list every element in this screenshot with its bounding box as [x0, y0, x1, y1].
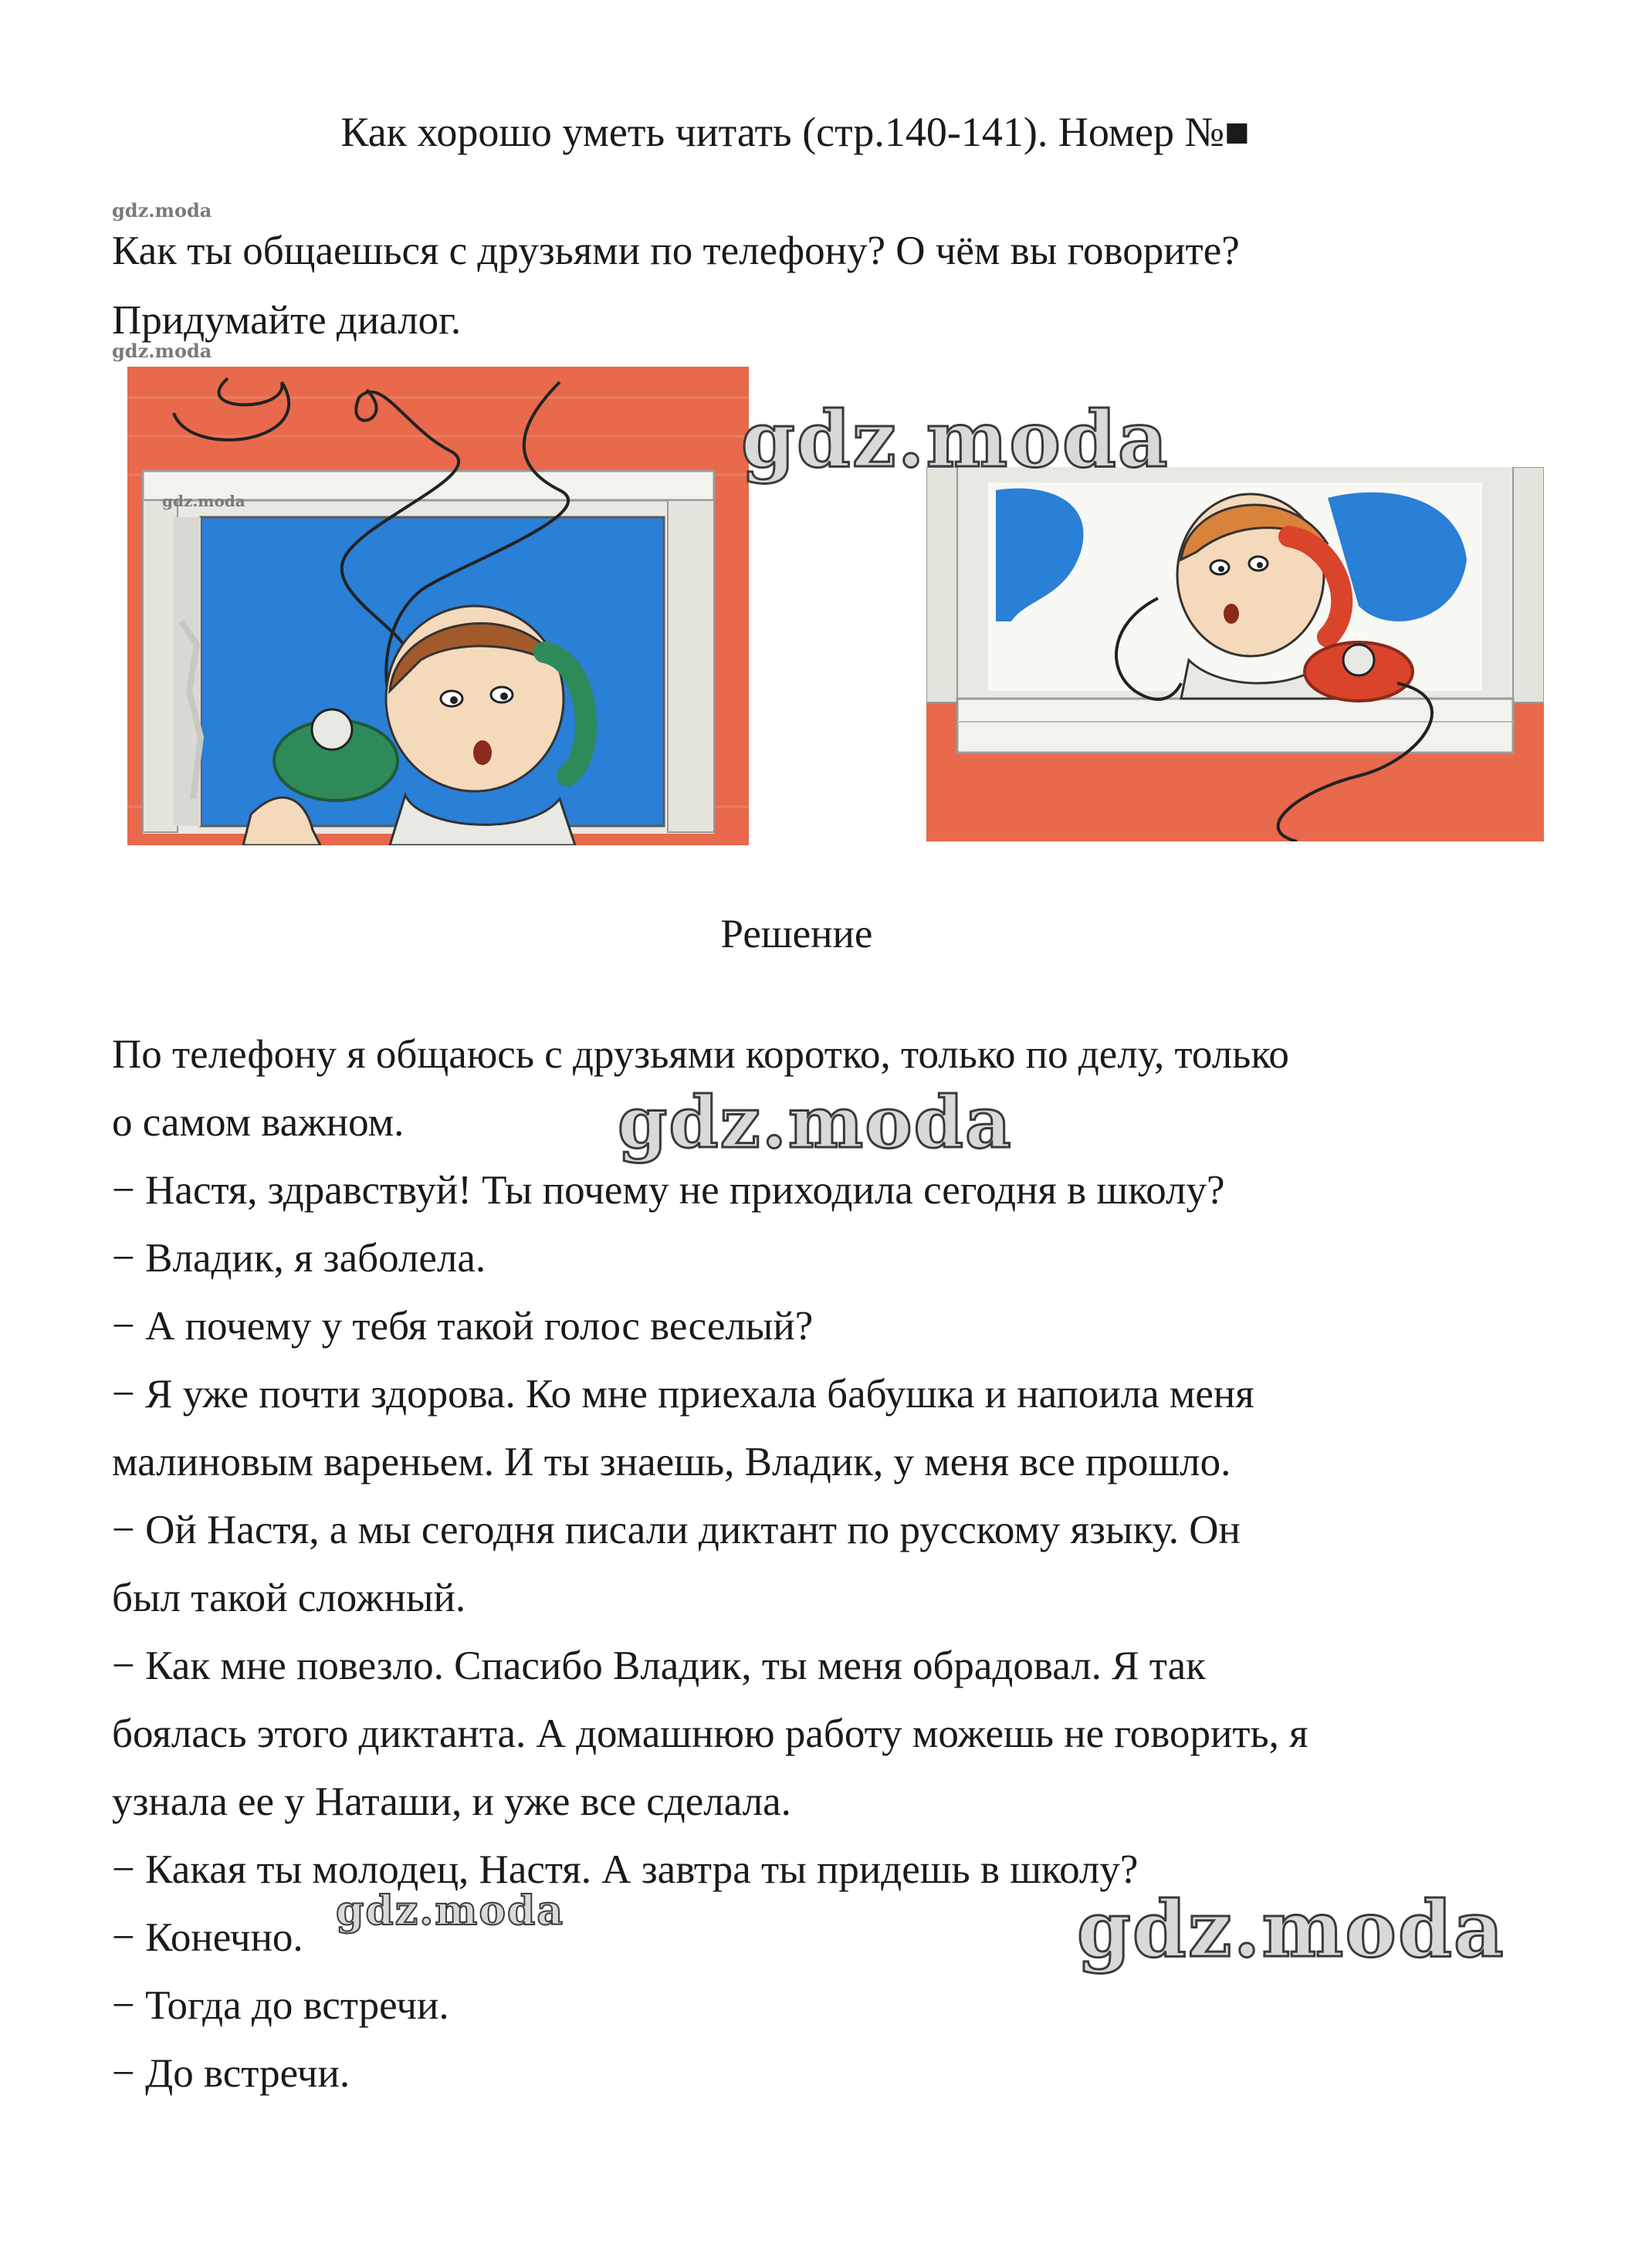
- illustration-boy-green-phone-art: [127, 367, 749, 845]
- watermark-large-3: gdz.moda: [1077, 1884, 1505, 1975]
- watermark-medium-1: gdz.moda: [336, 1887, 565, 1935]
- solution-line: боялась этого диктанта. А домашнюю работу можешь не говорить, я: [112, 1711, 1308, 1756]
- solution-line: о самом важном.: [112, 1100, 405, 1145]
- watermark-small-3: gdz.moda: [162, 492, 245, 510]
- illustration-boy-green-phone: [127, 367, 749, 845]
- task-question-line-1: Как ты общаешься с друзьями по телефону? О чём вы говорите?: [112, 229, 1240, 273]
- solution-line: был такой сложный.: [112, 1576, 466, 1620]
- watermark-large-2: gdz.moda: [618, 1081, 1013, 1164]
- watermark-small-2: gdz.moda: [112, 340, 212, 362]
- page-title: Как хорошо уметь читать (стр.140-141). Номер №■: [340, 109, 1250, 155]
- solution-line: узнала ее у Наташи, и уже все сделала.: [112, 1779, 791, 1824]
- solution-line: − Я уже почти здорова. Ко мне приехала бабушка и напоила меня: [112, 1372, 1254, 1417]
- solution-line: − Владик, я заболела.: [112, 1236, 486, 1281]
- solution-line: − Как мне повезло. Спасибо Владик, ты меня обрадовал. Я так: [112, 1644, 1206, 1688]
- task-question: [112, 216, 1579, 355]
- solution-line: − Ой Настя, а мы сегодня писали диктант по русскому языку. Он: [112, 1508, 1241, 1552]
- solution-line: малиновым вареньем. И ты знаешь, Владик, у меня все прошло.: [112, 1440, 1231, 1484]
- watermark-large-1: gdz.moda: [741, 394, 1170, 485]
- solution-line: По телефону я общаюсь с друзьями коротко, только по делу, только: [112, 1032, 1289, 1077]
- solution-line: − Настя, здравствуй! Ты почему не приходила сегодня в школу?: [112, 1168, 1225, 1213]
- solution-heading: Решение: [720, 912, 873, 956]
- illustration-boy-red-phone-art: [926, 467, 1544, 841]
- illustration-boy-red-phone: [926, 467, 1544, 841]
- task-question-line-2: Придумайте диалог.: [112, 298, 462, 343]
- solution-line: − Тогда до встречи.: [112, 1983, 449, 2028]
- solution-line: − А почему у тебя такой голос веселый?: [112, 1304, 814, 1349]
- watermark-small-1: gdz.moda: [112, 199, 212, 222]
- solution-line: − До встречи.: [112, 2051, 350, 2096]
- solution-line: − Конечно.: [112, 1915, 303, 1960]
- solution-line: − Какая ты молодец, Настя. А завтра ты придешь в школу?: [112, 1847, 1139, 1892]
